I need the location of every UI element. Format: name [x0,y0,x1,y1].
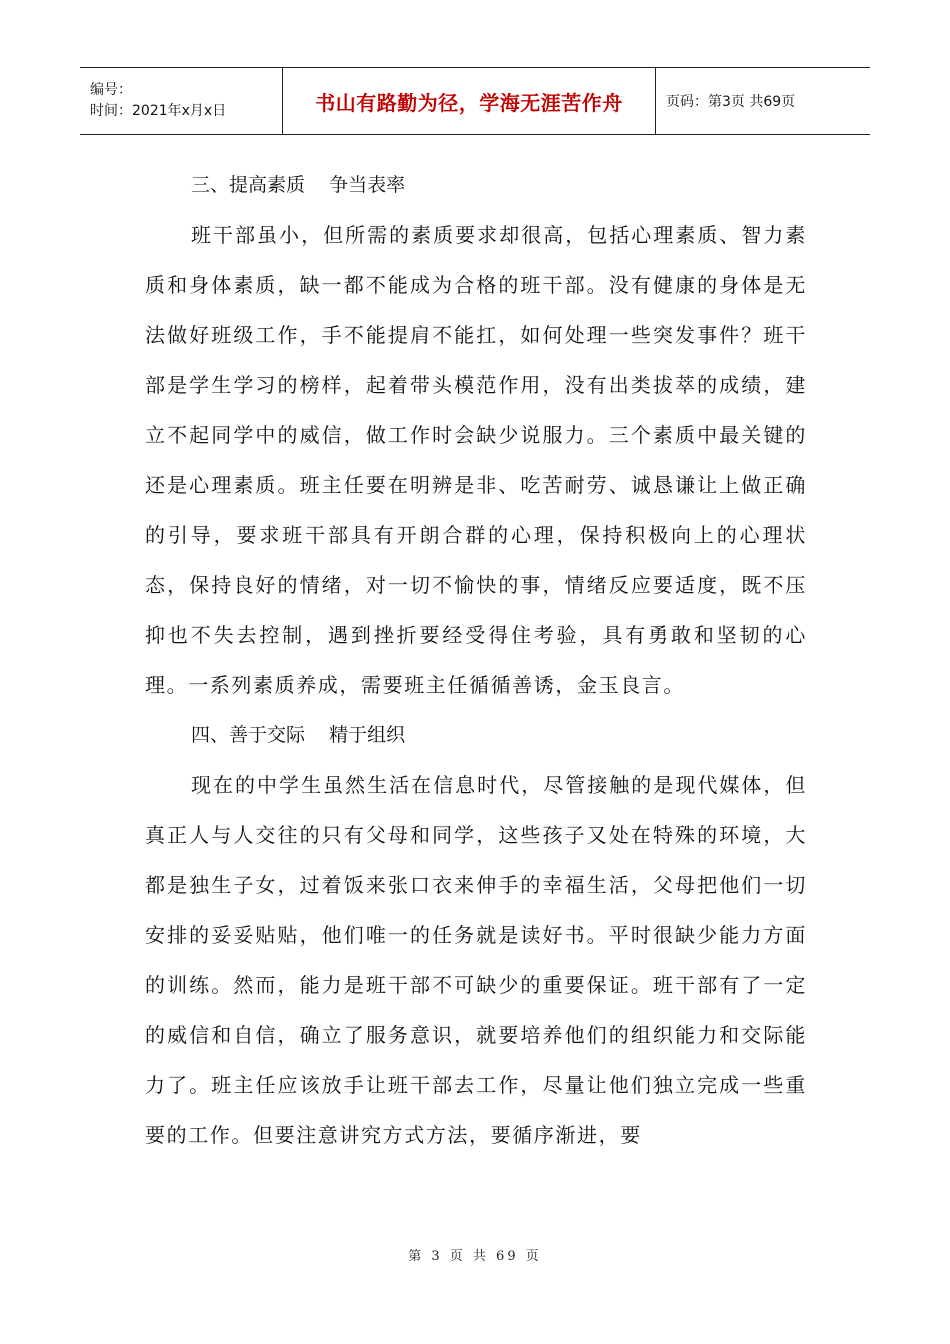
section-paragraph: 班干部虽小，但所需的素质要求却很高，包括心理素质、智力素质和身体素质，缺一都不能成为合格的班干部。没有健康的身体是无法做好班级工作，手不能提肩不能扛，如何处理一些突发事件？班干部是学生学习的榜样，起着带头模范作用，没有出类拔萃的成绩，建立不起同学中的威信，做工作时会缺少说服力。三个素质中最关键的还是心理素质。班主任要在明辨是非、吃苦耐劳、诚恳谦让上做正确的引导，要求班干部具有开朗合群的心理，保持积极向上的心理状态，保持良好的情绪，对一切不愉快的事，情绪反应要适度，既不压抑也不失去控制，遇到挫折要经受得住考验，具有勇敢和坚韧的心理。一系列素质养成，需要班主任循循善诱，金玉良言。 [145,223,807,697]
document-body [145,160,807,1160]
header-page-info: 页码：第3页 共69页 [666,94,796,110]
page-footer: 第 3 页 共 69 页 [408,1249,542,1264]
header-motto: 书山有路勤为径，学海无涯苦作舟 [315,90,623,115]
section-paragraph: 现在的中学生虽然生活在信息时代，尽管接触的是现代媒体，但真正人与人交往的只有父母和同学，这些孩子又处在特殊的环境，大都是独生子女，过着饭来张口衣来伸手的幸福生活，父母把他们一切安排的妥妥贴贴，他们唯一的任务就是读好书。平时很缺少能力方面的训练。然而，能力是班干部不可缺少的重要保证。班干部有了一定的威信和自信，确立了服务意识，就要培养他们的组织能力和交际能力了。班主任应该放手让班干部去工作，尽量让他们独立完成一些重要的工作。但要注意讲究方式方法，要循序渐进，要 [145,773,807,1147]
header-motto-cell [283,68,656,134]
header-meta-cell [80,68,283,134]
header-page-cell [656,68,870,134]
document-date-label: 时间：2021年x月x日 [90,103,227,119]
document-header [80,67,870,135]
section-heading: 四、善于交际 精于组织 [191,724,406,746]
document-number-label: 编号： [90,82,132,98]
section-heading: 三、提高素质 争当表率 [191,174,406,196]
